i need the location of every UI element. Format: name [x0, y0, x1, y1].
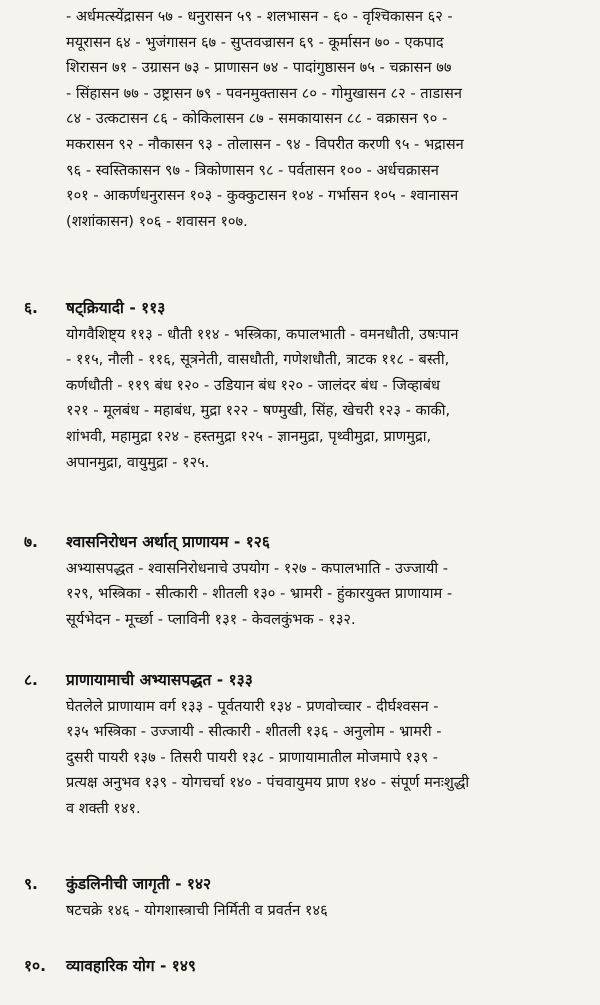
text-line: अभ्यासपद्धत - श्वासनिरोधनाचे उपयोग - १२७ - कपालभाति - उज्जायी -	[66, 559, 449, 577]
continued-asana-list	[66, 4, 596, 234]
text-line: शांभवी, महामुद्रा १२४ - हस्तमुद्रा १२५ - ज्ञानमुद्रा, पृथ्वीमुद्रा, प्राणमुद्रा,	[66, 427, 432, 445]
text-line: षटचक्रे १४६ - योगशास्त्राची निर्मिती व प्रवर्तन १४६	[66, 901, 328, 919]
text-line: - सिंहासन ७७ - उष्ट्रासन ७९ - पवनमुक्तासन ८० - गोमुखासन ८२ - ताडासन	[66, 84, 462, 102]
chapter-heading: श्वासनिरोधन अर्थात् प्राणायम - १२६	[66, 533, 270, 551]
text-line: - अर्धमत्स्येंद्रासन ५७ - धनुरासन ५९ - शलभासन - ६० - वृश्चिकासन ६२ -	[66, 8, 453, 25]
text-line: ९६ - स्वस्तिकासन ९७ - त्रिकोणासन ९८ - पर्वतासन १०० - अर्धचक्रासन	[66, 161, 439, 179]
chapter-number: १०.	[24, 957, 47, 975]
chapter-topics	[66, 898, 596, 924]
text-line: (शशांकासन) १०६ - शवासन १०७.	[66, 212, 248, 230]
chapter-number: ८.	[24, 671, 38, 689]
chapter-topics	[66, 556, 596, 633]
text-line: मयूरासन ६४ - भुजंगासन ६७ - सुप्तवज्रासन ६९ - कूर्मासन ७० - एकपाद	[66, 33, 444, 51]
chapter-number: ९.	[24, 875, 38, 893]
text-line: अपानमुद्रा, वायुमुद्रा - १२५.	[66, 453, 210, 471]
text-line: १२१ - मूलबंध - महाबंध, मुद्रा १२२ - षण्मुखी, सिंह, खेचरी १२३ - काकी,	[66, 402, 451, 420]
text-line: व शक्ती १४१.	[66, 799, 141, 817]
text-line: प्रत्यक्ष अनुभव १३९ - योगचर्चा १४० - पंचवायुमय प्राण १४० - संपूर्ण मनःशुद्धी	[66, 774, 470, 792]
text-line: योगवैशिष्ट्य ११३ - धौती ११४ - भस्त्रिका, कपालभाती - वमनधौती, उषःपान	[66, 325, 459, 343]
text-line: सूर्यभेदन - मूर्च्छा - प्लाविनी १३१ - केवलकुंभक - १३२.	[66, 610, 356, 628]
chapter-number: ६.	[24, 299, 38, 317]
text-line: घेतलेले प्राणायाम वर्ग १३३ - पूर्वतयारी १३४ - प्रणवोच्चार - दीर्घश्वसन -	[66, 697, 439, 715]
chapter-heading: प्राणायामाची अभ्यासपद्धत - १३३	[66, 671, 253, 689]
text-line: १३५ भस्त्रिका - उज्जायी - सीत्कारी - शीतली १३६ - अनुलोम - भ्रामरी -	[66, 723, 442, 741]
text-line: कर्णधौती - ११९ बंध १२० - उडियान बंध १२० - जालंदर बंध - जिव्हाबंध	[66, 376, 441, 394]
text-line: १०१ - आकर्णधनुरासन १०३ - कुक्कुटासन १०४ - गर्भासन १०५ - श्वानासन	[66, 187, 459, 205]
chapter-heading: कुंडलिनीची जागृती - १४२	[66, 875, 212, 893]
text-line: ८४ - उत्कटासन ८६ - कोकिलासन ८७ - समकायासन ८८ - वक्रासन ९० -	[66, 110, 448, 128]
text-line: - ११५, नौली - ११६, सूत्रनेती, वासधौती, गणेशधौती, त्राटक ११८ - बस्ती,	[66, 351, 450, 369]
text-line: दुसरी पायरी १३७ - तिसरी पायरी १३८ - प्राणायामातील मोजमापे १३९ -	[66, 748, 439, 766]
text-line: मकरासन ९२ - नौकासन ९३ - तोलासन - ९४ - विपरीत करणी ९५ - भद्रासन	[66, 135, 464, 153]
text-line: शिरासन ७१ - उग्रासन ७३ - प्राणासन ७४ - पादांगुष्ठासन ७५ - चक्रासन ७७	[66, 59, 452, 77]
chapter-heading: व्यावहारिक योग - १४९	[66, 957, 196, 975]
chapter-topics	[66, 694, 596, 822]
chapter-topics	[66, 322, 596, 476]
chapter-number: ७.	[24, 533, 38, 551]
chapter-heading: षट्क्रियादी - ११३	[66, 299, 166, 317]
text-line: १२९, भस्त्रिका - सीत्कारी - शीतली १३० - भ्रामरी - हुंकारयुक्त प्राणायाम -	[66, 585, 453, 603]
